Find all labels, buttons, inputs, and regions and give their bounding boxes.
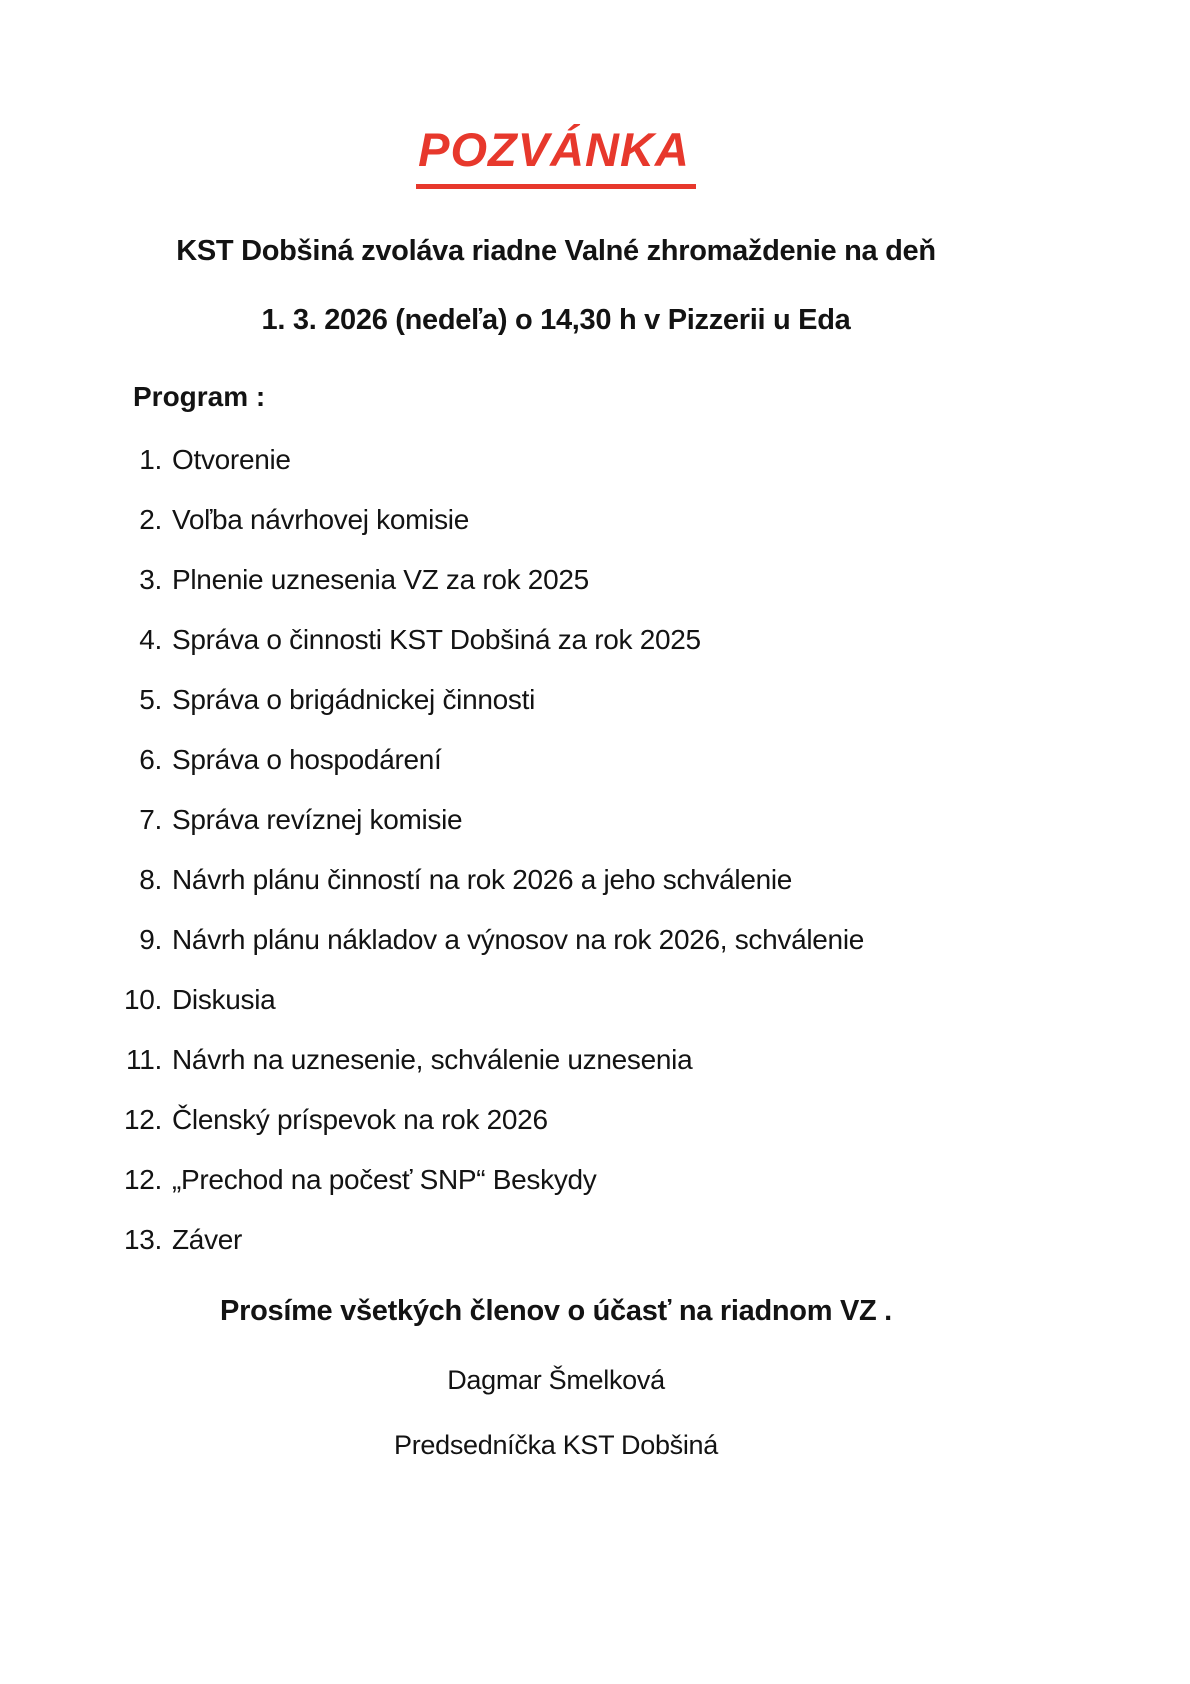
program-item-number: 9. <box>139 924 162 955</box>
program-item-text: Správa o hospodárení <box>172 744 442 775</box>
program-item <box>0 746 1112 773</box>
program-item <box>0 1166 1112 1193</box>
program-list <box>0 446 1112 1253</box>
program-item-text: Správa o brigádnickej činnosti <box>172 684 535 715</box>
program-item-number: 10. <box>123 984 162 1015</box>
program-item-number: 12. <box>123 1104 162 1135</box>
document-title-text: POZVÁNKA <box>416 122 696 189</box>
program-item-number: 3. <box>139 564 162 595</box>
program-item <box>0 806 1112 833</box>
program-item-number: 6. <box>139 744 162 775</box>
program-item-text: Záver <box>172 1224 243 1255</box>
signature-name: Dagmar Šmelková <box>447 1365 665 1395</box>
program-item <box>0 1226 1112 1253</box>
program-item <box>0 926 1112 953</box>
program-item-number: 2. <box>139 504 162 535</box>
program-item-number: 7. <box>139 804 162 835</box>
program-item-text: Návrh na uznesenie, schválenie uznesenia <box>172 1044 693 1075</box>
program-item-number: 12. <box>123 1164 162 1195</box>
program-item-text: Správa revíznej komisie <box>172 804 463 835</box>
program-item <box>0 506 1112 533</box>
program-item <box>0 686 1112 713</box>
program-item-number: 8. <box>139 864 162 895</box>
program-item-text: Plnenie uznesenia VZ za rok 2025 <box>172 564 589 595</box>
meeting-announcement-heading: KST Dobšiná zvoláva riadne Valné zhromaždenie na deň <box>176 235 936 267</box>
program-item-number: 4. <box>139 624 162 655</box>
program-item <box>0 986 1112 1013</box>
program-item-number: 5. <box>139 684 162 715</box>
meeting-datetime-heading: 1. 3. 2026 (nedeľa) o 14,30 h v Pizzerii u Eda <box>261 304 851 336</box>
program-item-text: Diskusia <box>172 984 276 1015</box>
attendance-request-line: Prosíme všetkých členov o účasť na riadnom VZ . <box>220 1295 892 1327</box>
program-item-text: Otvorenie <box>172 444 291 475</box>
program-item <box>0 866 1112 893</box>
program-item-text: Správa o činnosti KST Dobšiná za rok 2025 <box>172 624 701 655</box>
program-item-number: 11. <box>126 1044 162 1075</box>
program-item-number: 13. <box>123 1224 162 1255</box>
signature-role: Predsedníčka KST Dobšiná <box>394 1430 718 1460</box>
program-item <box>0 1106 1112 1133</box>
program-item-text: Návrh plánu činností na rok 2026 a jeho schválenie <box>172 864 793 895</box>
program-item <box>0 626 1112 653</box>
program-label: Program : <box>133 381 266 412</box>
document-title <box>0 122 1112 189</box>
program-item-text: „Prechod na počesť SNP“ Beskydy <box>172 1164 597 1195</box>
program-item-number: 1. <box>139 444 162 475</box>
program-item-text: Členský príspevok na rok 2026 <box>172 1104 548 1135</box>
program-item <box>0 1046 1112 1073</box>
program-item-text: Návrh plánu nákladov a výnosov na rok 2026, schválenie <box>172 924 865 955</box>
program-item-text: Voľba návrhovej komisie <box>172 504 469 535</box>
program-item <box>0 566 1112 593</box>
program-item <box>0 446 1112 473</box>
